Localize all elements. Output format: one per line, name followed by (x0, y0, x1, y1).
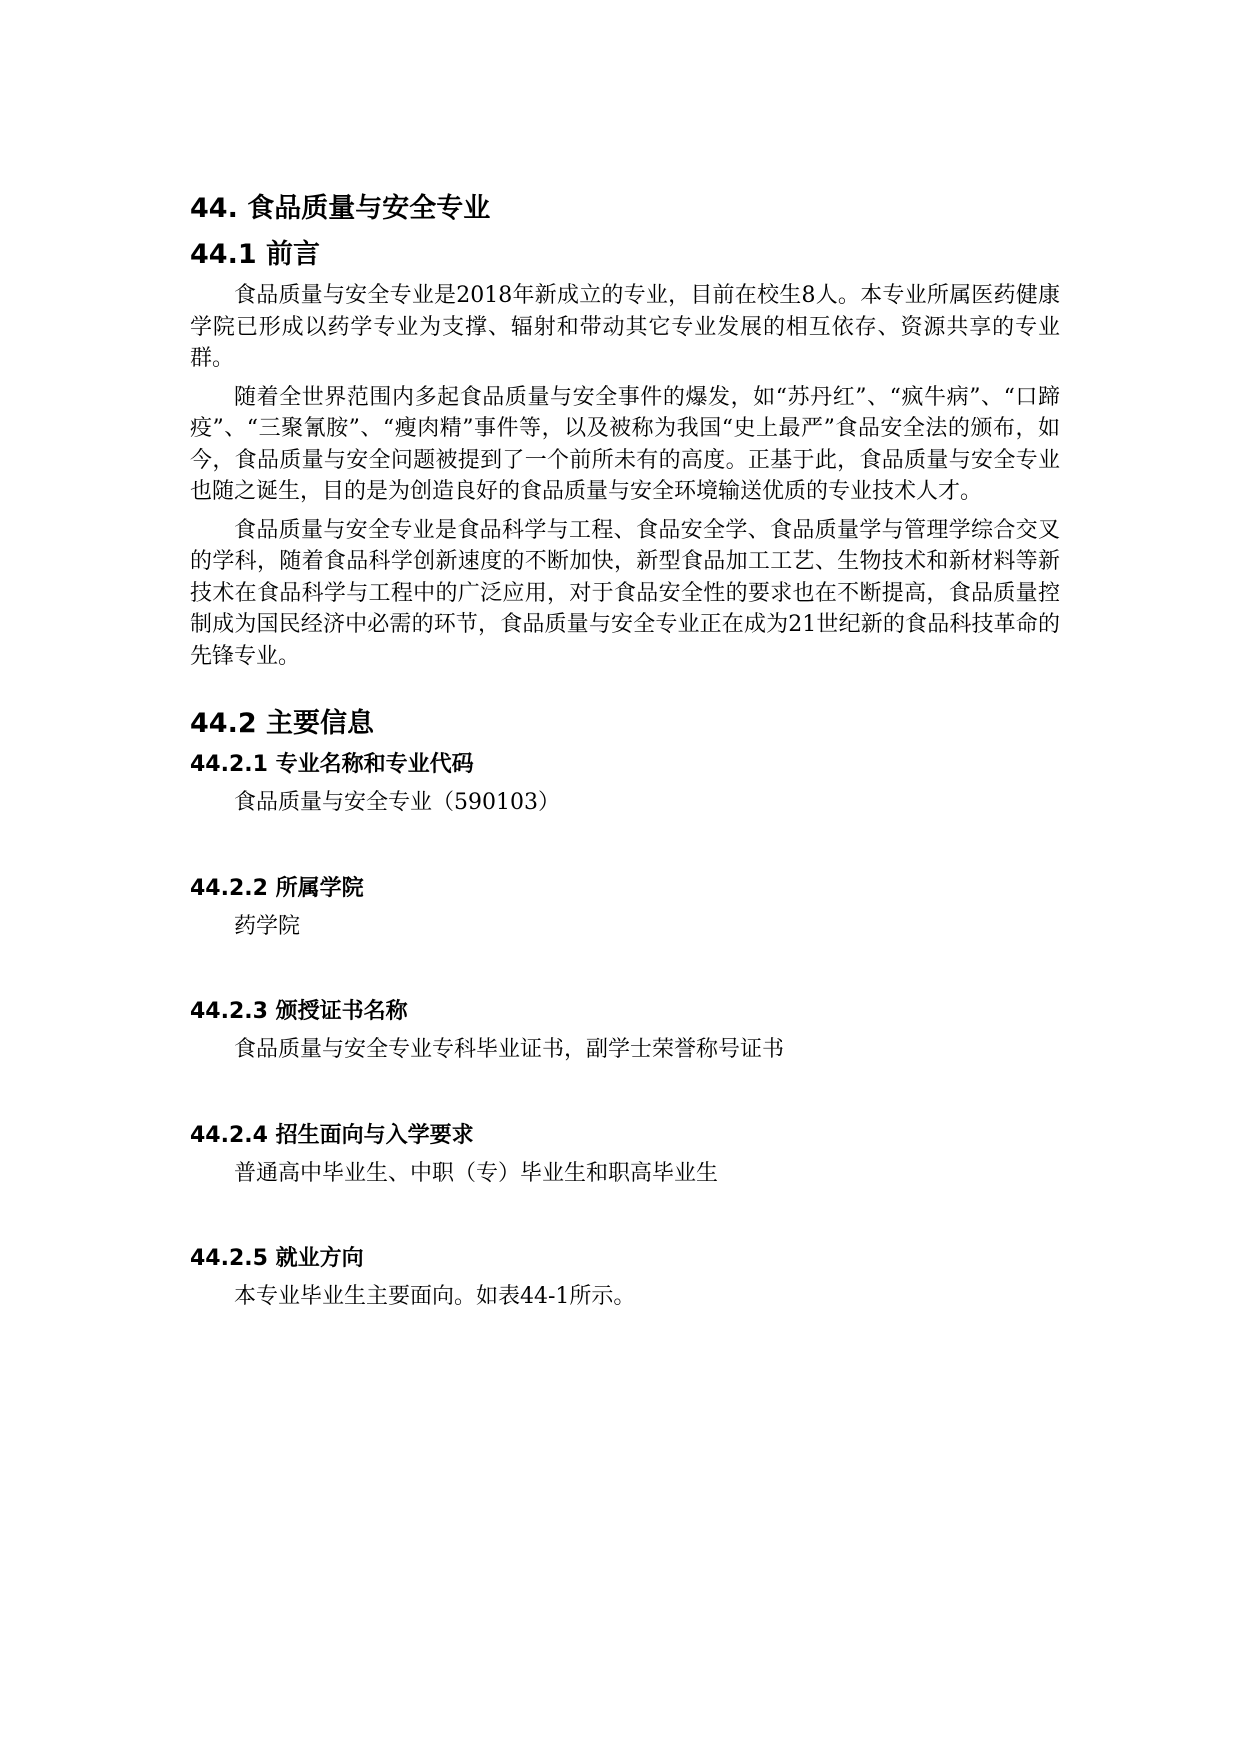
main-info-section (190, 705, 1060, 1313)
preface-paragraph-2: 随着全世界范围内多起食品质量与安全事件的爆发，如“苏丹红”、“疯牛病”、“口蹄疫”、“三聚氰胺”、“瘦肉精”事件等，以及被称为我国“史上最严”食品安全法的颁布，如今，食品质量与安全问题被提到了一个前所未有的高度。正基于此，食品质量与安全专业也随之诞生，目的是为创造良好的食品质量与安全环境输送优质的专业技术人才。 (190, 384, 1060, 504)
enrollment-content: 普通高中毕业生、中职（专）毕业生和职高毕业生 (234, 1160, 719, 1186)
college-heading: 44.2.2 所属学院 (190, 875, 364, 901)
employment-content: 本专业毕业生主要面向。如表44-1所示。 (234, 1284, 636, 1309)
preface-section (190, 236, 1060, 672)
section-spacer (190, 679, 1060, 705)
preface-heading: 44.1 前言 (190, 239, 321, 270)
preface-paragraph-3: 食品质量与安全专业是食品科学与工程、食品安全学、食品质量学与管理学综合交叉的学科，随着食品科学创新速度的不断加快，新型食品加工工艺、生物技术和新材料等新技术在食品科学与工程中的广泛应用，对于食品安全性的要求也在不断提高，食品质量控制成为国民经济中必需的环节，食品质量与安全专业正在成为21世纪新的食品科技革命的先锋专业。 (190, 517, 1060, 669)
chapter-title: 44. 食品质量与安全专业 (190, 193, 491, 224)
college-content: 药学院 (234, 913, 301, 939)
document-page (190, 190, 1060, 1367)
preface-paragraph-1: 食品质量与安全专业是2018年新成立的专业，目前在校生8人。本专业所属医药健康学院已形成以药学专业为支撑、辐射和带动其它专业发展的相互依存、资源共享的专业群。 (190, 283, 1060, 371)
main-info-heading: 44.2 主要信息 (190, 708, 375, 739)
enrollment-heading: 44.2.4 招生面向与入学要求 (190, 1122, 474, 1148)
employment-heading: 44.2.5 就业方向 (190, 1246, 364, 1271)
major-code-heading: 44.2.1 专业名称和专业代码 (190, 752, 474, 777)
certificate-content: 食品质量与安全专业专科毕业证书，副学士荣誉称号证书 (234, 1037, 785, 1062)
major-code-content: 食品质量与安全专业（590103） (234, 790, 560, 815)
certificate-heading: 44.2.3 颁授证书名称 (190, 999, 408, 1024)
